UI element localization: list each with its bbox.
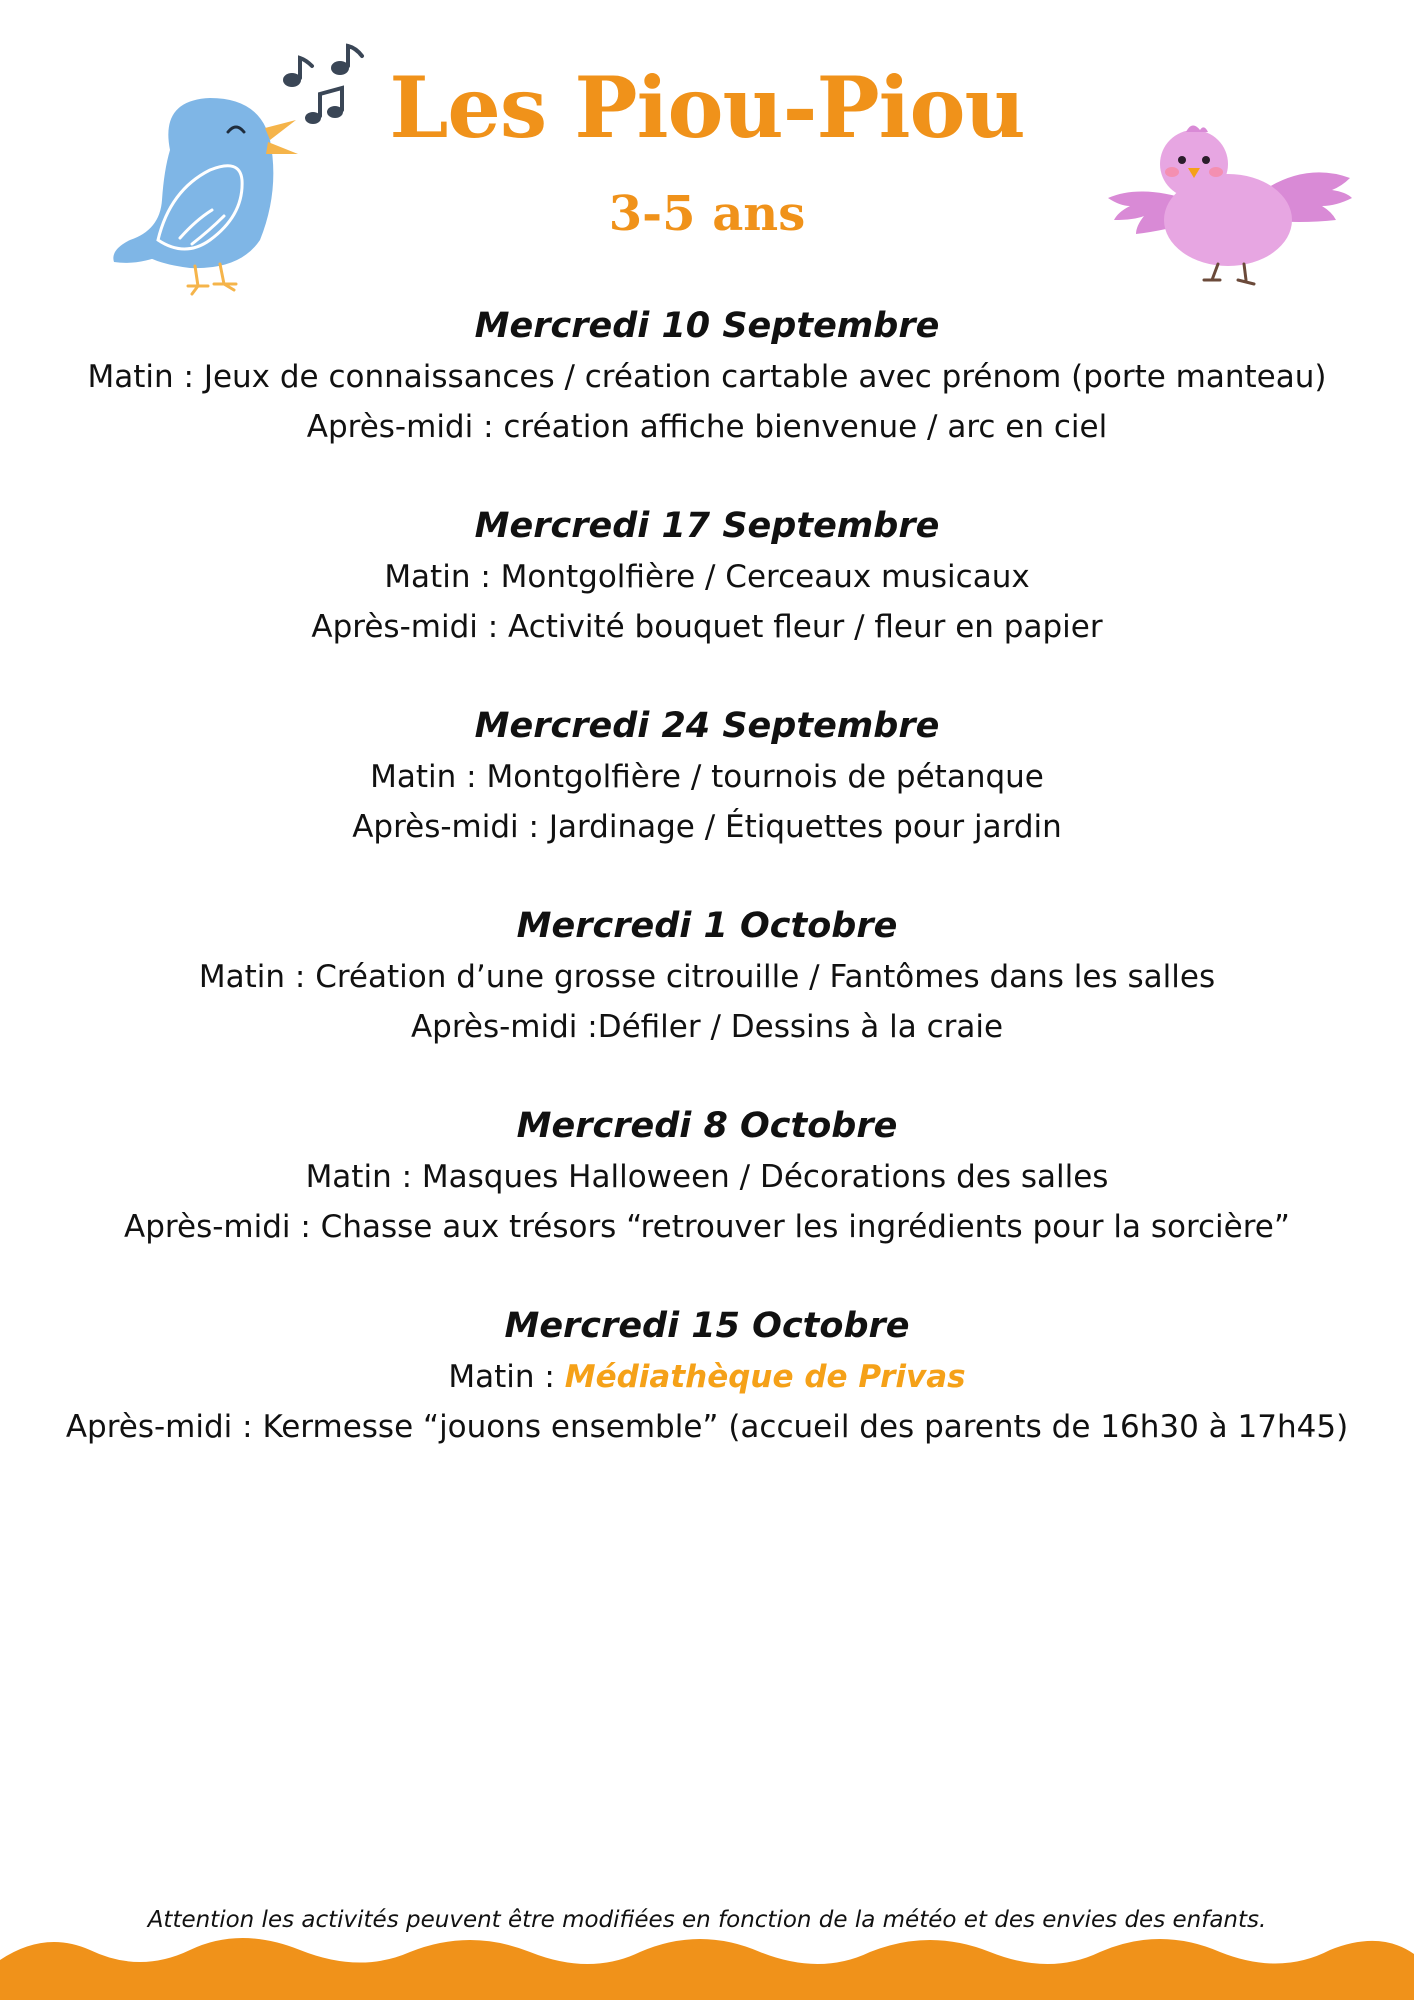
morning-activity: Masques Halloween / Décorations des salles [421, 1159, 1109, 1195]
morning-line [0, 952, 1414, 1002]
morning-label: Matin : [448, 1359, 555, 1395]
morning-label: Matin : [198, 959, 306, 995]
afternoon-activity: Chasse aux trésors “retrouver les ingrédients pour la sorcière” [320, 1209, 1290, 1245]
afternoon-activity: création affiche bienvenue / arc en ciel [503, 409, 1108, 445]
day-title: Mercredi 10 Septembre [474, 306, 940, 346]
footnote: Attention les activités peuvent être modifiées en fonction de la météo et des envies des enfants. [147, 1907, 1267, 1933]
afternoon-label: Après-midi : [124, 1209, 311, 1245]
morning-activity: Jeux de connaissances / création cartable avec prénom (porte manteau) [203, 359, 1327, 395]
afternoon-activity: Jardinage / Étiquettes pour jardin [548, 809, 1062, 845]
day-title: Mercredi 15 Octobre [504, 1306, 910, 1346]
morning-line [0, 1152, 1414, 1202]
afternoon-line [0, 1402, 1414, 1452]
afternoon-activity: Activité bouquet fleur / fleur en papier [508, 609, 1103, 645]
morning-label: Matin : [384, 559, 491, 595]
schedule [0, 300, 1414, 1500]
afternoon-line [0, 602, 1414, 652]
afternoon-activity: Défiler / Dessins à la craie [597, 1009, 1004, 1045]
page-title: Les Piou-Piou [389, 58, 1025, 157]
day-block [0, 1100, 1414, 1252]
morning-line [0, 1352, 1414, 1402]
day-block [0, 900, 1414, 1052]
day-block [0, 300, 1414, 452]
day-block [0, 700, 1414, 852]
morning-label: Matin : [370, 759, 477, 795]
morning-activity: Création d’une grosse citrouille / Fantômes dans les salles [315, 959, 1216, 995]
morning-activity-highlight: Médiathèque de Privas [564, 1359, 966, 1395]
day-title: Mercredi 24 Septembre [474, 706, 940, 746]
afternoon-label: Après-midi : [65, 1409, 253, 1445]
day-block [0, 1300, 1414, 1452]
morning-line [0, 752, 1414, 802]
afternoon-line [0, 1002, 1414, 1052]
orange-wave-decoration [0, 1920, 1414, 2000]
afternoon-line [0, 402, 1414, 452]
day-title: Mercredi 17 Septembre [474, 506, 940, 546]
morning-activity: Montgolfière / tournois de pétanque [486, 759, 1044, 795]
afternoon-label: Après-midi : [311, 609, 499, 645]
morning-line [0, 352, 1414, 402]
day-title: Mercredi 8 Octobre [516, 1106, 898, 1146]
morning-line [0, 552, 1414, 602]
afternoon-label: Après-midi : [352, 809, 539, 845]
morning-label: Matin : [87, 359, 194, 395]
day-title: Mercredi 1 Octobre [516, 906, 898, 946]
age-subtitle: 3-5 ans [608, 186, 806, 242]
afternoon-line [0, 1202, 1414, 1252]
morning-activity: Montgolfière / Cerceaux musicaux [500, 559, 1030, 595]
day-block [0, 500, 1414, 652]
afternoon-line [0, 802, 1414, 852]
morning-label: Matin : [305, 1159, 413, 1195]
afternoon-label: Après-midi : [410, 1009, 598, 1045]
afternoon-activity: Kermesse “jouons ensemble” (accueil des parents de 16h30 à 17h45) [262, 1409, 1349, 1445]
afternoon-label: Après-midi : [306, 409, 494, 445]
